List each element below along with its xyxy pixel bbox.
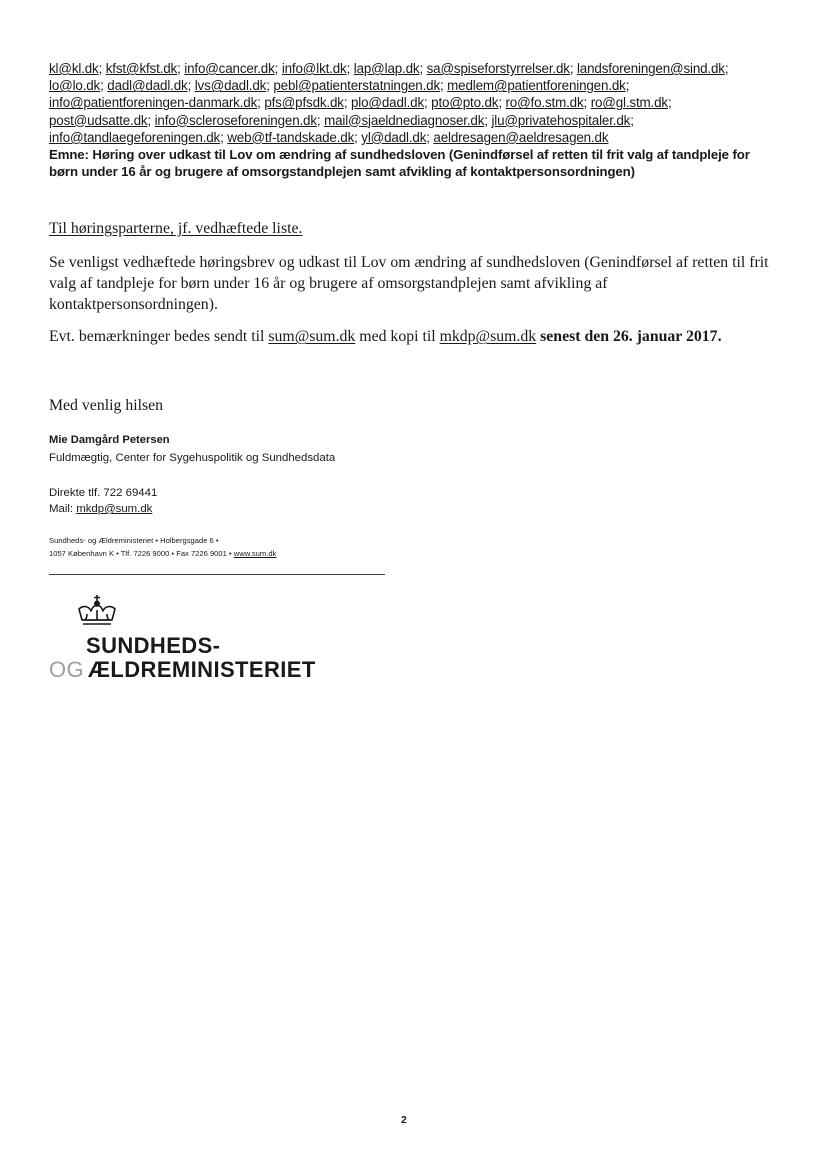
- recipient-separator: ;: [484, 112, 488, 128]
- paragraph2-middle: med kopi til: [355, 328, 440, 345]
- email-link-sum[interactable]: sum@sum.dk: [268, 328, 356, 345]
- recipient-email-link[interactable]: pfs@pfsdk.dk: [264, 95, 344, 111]
- subject-text-line1: Høring over udkast til Lov om ændring af sundhedsloven (Genindførsel af retten til frit valg af tandpleje for: [92, 147, 750, 162]
- recipient-separator: ;: [667, 95, 672, 111]
- recipient-email-link[interactable]: landsforeningen@sind.dk: [576, 61, 725, 76]
- recipient-email-link[interactable]: ro@fo.stm.dk: [505, 95, 584, 111]
- ministry-address-line2: [49, 549, 276, 558]
- recipient-email-link[interactable]: lap@lap.dk: [353, 61, 420, 76]
- recipient-email-link[interactable]: info@cancer.dk: [184, 61, 275, 76]
- recipient-separator: ;: [583, 95, 588, 111]
- recipient-separator: ;: [316, 112, 321, 128]
- body-paragraph-2: [49, 326, 789, 347]
- signature-phone: Direkte tlf. 722 69441: [49, 487, 158, 499]
- recipient-email-link[interactable]: info@patientforeningen-danmark.dk: [49, 95, 258, 111]
- recipient-email-link[interactable]: ro@gl.stm.dk: [590, 95, 668, 111]
- body-paragraph-1: Se venligst vedhæftede høringsbrev og udkast til Lov om ændring af sundhedsloven (Genindførsel af retten til frit valg af tandpleje for børn under 16 år og brugere af omsorgstandplejen samt afvikling af kontaktpersonsordningen).: [49, 254, 769, 313]
- recipient-separator: ;: [100, 78, 104, 94]
- recipient-email-link[interactable]: dadl@dadl.dk: [107, 78, 188, 94]
- logo-og: OG: [49, 657, 85, 682]
- recipient-separator: ;: [98, 61, 103, 76]
- recipient-email-link[interactable]: sa@spiseforstyrrelser.dk: [426, 61, 570, 76]
- recipient-separator: ;: [569, 61, 574, 76]
- recipient-separator: ;: [426, 129, 430, 145]
- recipient-separator: ;: [220, 129, 224, 145]
- signature-title: Fuldmægtig, Center for Sygehuspolitik og Sundhedsdata: [49, 452, 336, 464]
- signature-mail-link[interactable]: mkdp@sum.dk: [76, 503, 153, 515]
- recipient-email-link[interactable]: plo@dadl.dk: [351, 95, 424, 111]
- recipient-list: [49, 60, 789, 146]
- website-link[interactable]: www.sum.dk: [233, 549, 277, 558]
- logo-ministry-name: ÆLDREMINISTERIET: [88, 657, 316, 682]
- paragraph2-intro: Evt. bemærkninger bedes sendt til: [49, 328, 269, 345]
- recipient-separator: ;: [343, 95, 348, 111]
- email-link-mkdp[interactable]: mkdp@sum.dk: [439, 328, 537, 345]
- recipient-separator: ;: [440, 78, 444, 94]
- recipient-email-link[interactable]: lo@lo.dk: [49, 78, 101, 94]
- ministry-contact-text: 1057 København K • Tlf. 7226 9000 • Fax 7226 9001 •: [49, 549, 234, 558]
- signature-name: Mie Damgård Petersen: [49, 434, 170, 446]
- recipient-email-link[interactable]: web@tf-tandskade.dk: [227, 129, 355, 145]
- recipient-separator: ;: [274, 61, 279, 76]
- recipient-separator: ;: [724, 61, 729, 76]
- recipient-separator: ;: [257, 95, 261, 111]
- recipient-line: [49, 60, 789, 77]
- recipient-email-link[interactable]: info@lkt.dk: [281, 61, 347, 76]
- subject-label: Emne:: [49, 147, 89, 162]
- recipient-email-link[interactable]: pebl@patienterstatningen.dk: [273, 78, 441, 94]
- signature-divider: [49, 574, 385, 575]
- recipient-line: [49, 94, 789, 111]
- recipient-separator: ;: [498, 95, 502, 111]
- recipient-separator: ;: [177, 61, 181, 76]
- recipient-separator: ;: [147, 112, 152, 128]
- recipient-email-link[interactable]: lvs@dadl.dk: [194, 78, 267, 94]
- recipient-separator: ;: [630, 112, 634, 128]
- recipient-separator: ;: [346, 61, 351, 76]
- recipient-email-link[interactable]: pto@pto.dk: [431, 95, 499, 111]
- subject-text-line2: børn under 16 år og brugere af omsorgstandplejen samt afvikling af kontaktpersonsordningen): [49, 164, 635, 179]
- page-number: 2: [401, 1114, 407, 1126]
- recipient-separator: ;: [187, 78, 192, 94]
- recipient-separator: ;: [625, 78, 630, 94]
- closing-greeting: Med venlig hilsen: [49, 397, 164, 414]
- recipient-line: [49, 77, 789, 94]
- recipient-email-link[interactable]: yl@dadl.dk: [361, 129, 427, 145]
- recipient-separator: ;: [419, 61, 424, 76]
- recipient-email-link[interactable]: medlem@patientforeningen.dk: [447, 78, 626, 94]
- addressee-line: Til høringsparterne, jf. vedhæftede liste.: [49, 220, 303, 237]
- recipient-line: [49, 129, 789, 146]
- crown-icon: [75, 593, 119, 629]
- recipient-email-link[interactable]: info@scleroseforeningen.dk: [154, 112, 317, 128]
- recipient-email-link[interactable]: info@tandlaegeforeningen.dk: [49, 129, 221, 145]
- recipient-email-link[interactable]: mail@sjaeldnediagnoser.dk: [324, 112, 485, 128]
- recipient-email-link[interactable]: kl@kl.dk: [49, 61, 99, 76]
- recipient-email-link[interactable]: post@udsatte.dk: [49, 112, 148, 128]
- email-subject: [49, 146, 789, 180]
- signature-mail: [49, 503, 152, 515]
- ministry-address-line1: Sundheds- og Ældreministeriet • Holbergsgade 6 •: [49, 536, 219, 545]
- recipient-separator: ;: [424, 95, 428, 111]
- recipient-separator: ;: [266, 78, 270, 94]
- logo-text-line1: SUNDHEDS-: [86, 633, 221, 658]
- recipient-email-link[interactable]: aeldresagen@aeldresagen.dk: [433, 129, 609, 145]
- recipient-email-link[interactable]: jlu@privatehospitaler.dk: [491, 112, 631, 128]
- logo-text-line2: [49, 657, 316, 683]
- recipient-email-link[interactable]: kfst@kfst.dk: [105, 61, 178, 76]
- recipient-separator: ;: [354, 129, 358, 145]
- deadline-text: senest den 26. januar 2017.: [536, 328, 722, 345]
- recipient-line: [49, 112, 789, 129]
- signature-mail-label: Mail:: [49, 503, 77, 515]
